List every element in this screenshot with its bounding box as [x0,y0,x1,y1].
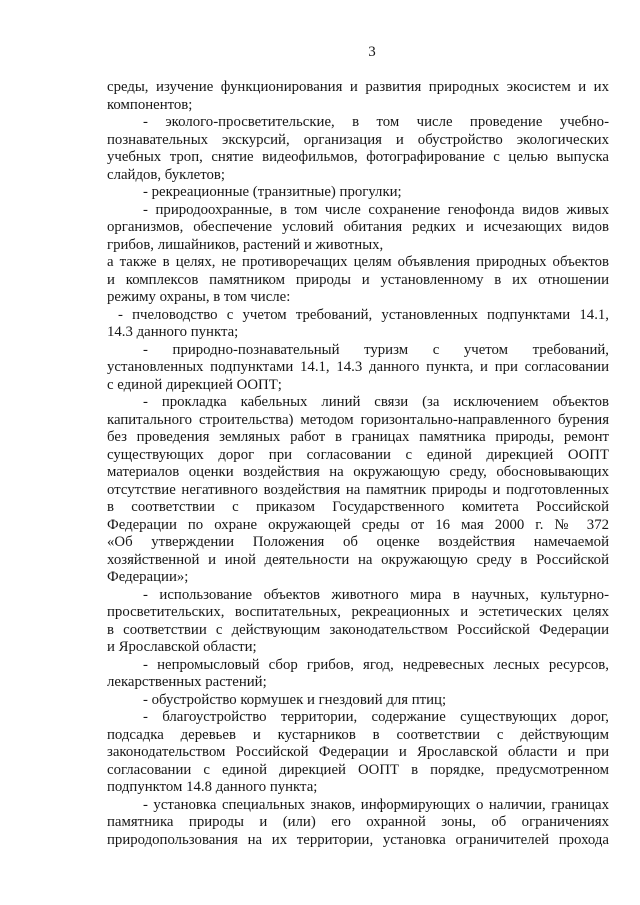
paragraph [107,394,609,587]
paragraph [107,307,609,342]
text-line: с единой дирекцией ООПТ; [107,376,282,393]
text-line: - природоохранные, в том числе сохранение генофонда видов живых [143,201,609,218]
text-line: подсадка деревьев и кустарников в соответствии с действующим [107,726,609,743]
paragraph [107,657,609,692]
text-line: капитального строительства) методом горизонтально-направленного бурения [107,411,609,428]
paragraph [107,114,609,184]
text-line: материалов оценки воздействия на окружающую среду, обосновывающих [107,464,609,480]
text-line: и комплексов памятником природы и установленному в их отношении [107,271,609,288]
text-line: - эколого-просветительские, в том числе проведение учебно- [143,114,609,130]
body-text [107,79,609,849]
paragraph [107,797,609,850]
text-line: памятника природы и (или) его охранной зоны, об ограничениях [107,814,609,830]
text-line: организмов, обеспечение условий обитания редких и исчезающих видов [107,219,609,235]
text-line: а также в целях, не противоречащих целям объявления природных объектов [107,254,609,270]
paragraph [107,184,609,202]
text-line: хозяйственной и иной деятельности на окружающую среду в Российской [107,551,609,568]
text-line: отсутствие негативного воздействия на памятник природы и подготовленных [107,481,609,498]
text-line: природопользования на их территории, установка ограничителей прохода [107,831,609,848]
text-line: - прокладка кабельных линий связи (за исключением объектов [143,394,609,410]
paragraph [107,342,609,395]
text-line: подпунктом 14.8 данного пункта; [107,779,318,795]
text-line: согласовании с единой дирекцией ООПТ в порядке, предусмотренном [107,761,609,778]
text-line: - установка специальных знаков, информирующих о наличии, границах [143,796,609,813]
text-line: учебных троп, снятие видеофильмов, фотографирование с целью выпуска [107,149,609,165]
paragraph [107,202,609,255]
text-line: законодательством Российской Федерации и Ярославской области и при [107,744,609,760]
text-line: - обустройство кормушек и гнездовий для птиц; [143,691,447,708]
text-line: - рекреационные (транзитные) прогулки; [143,184,402,200]
text-line: без проведения земляных работ в границах памятника природы, ремонт [107,429,609,445]
text-line: - благоустройство территории, содержание существующих дорог, [143,709,609,725]
text-line: «Об утверждении Положения об оценке воздействия намечаемой [107,534,609,550]
paragraph [107,587,609,657]
text-line: компонентов; [107,96,193,113]
page-number: 3 [368,44,376,60]
paragraph [107,709,609,797]
text-line: Федерации по охране окружающей среды от 16 мая 2000 г. № 372 [107,516,609,533]
paragraph [107,692,609,710]
text-line: - природно-познавательный туризм с учетом требований, [143,341,609,358]
text-line: и Ярославской области; [107,639,257,655]
text-line: 14.3 данного пункта; [107,324,239,340]
text-line: слайдов, буклетов; [107,166,226,183]
paragraph [107,79,609,114]
text-line: в соответствии с действующим законодательством Российской Федерации [107,621,609,638]
text-line: существующих дорог при согласовании с единой дирекцией ООПТ [107,446,609,463]
text-line: Федерации»; [107,569,189,585]
text-line: режиму охраны, в том числе: [107,289,291,305]
text-line: - пчеловодство с учетом требований, установленных подпунктами 14.1, [118,306,609,323]
text-line: - непромысловый сбор грибов, ягод, недревесных лесных ресурсов, [143,656,609,673]
text-line: просветительских, воспитательных, рекреационных и эстетических целях [107,604,609,620]
text-line: лекарственных растений; [107,674,267,690]
paragraph [107,254,609,307]
text-line: установленных подпунктами 14.1, 14.3 данного пункта, и при согласовании [107,359,609,375]
text-line: познавательных экскурсий, организация и обустройство экологических [107,131,609,148]
text-line: грибов, лишайников, растений и животных, [107,236,384,253]
text-line: в соответствии с приказом Государственного комитета Российской [107,499,609,515]
text-line: - использование объектов животного мира в научных, культурно- [143,586,609,603]
text-line: среды, изучение функционирования и развития природных экосистем и их [107,79,609,95]
